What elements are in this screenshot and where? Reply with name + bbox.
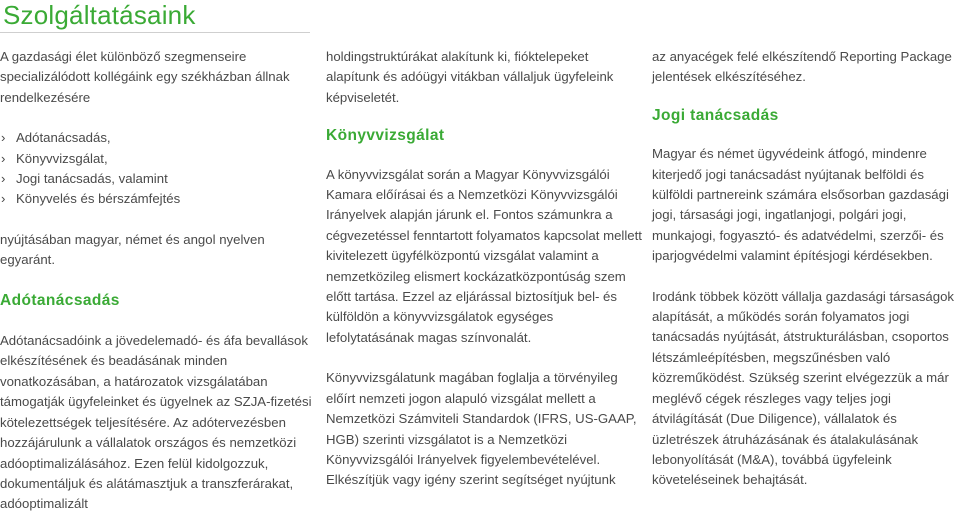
chevron-right-icon: › — [1, 130, 6, 146]
column-2 — [326, 47, 642, 491]
chevron-right-icon: › — [1, 150, 6, 166]
audit-paragraph-2-part1: Könyvvizsgálatunk magában foglalja a törvényileg előírt nemzeti jogon alapuló vizsgálat mellett a Nemzetközi Számviteli Standardok (IFRS, US-GAAP, HGB) szerinti vizsgálatot is a Nemzetközi Könyvvizsgálói Irányelvek figyelembevételével. Elkészítjük vagy igény szerint segítséget nyújtunk — [326, 370, 637, 488]
tax-body-part1: Adótanácsadóink a jövedelemadó- és áfa bevallások elkészítésének és beadásának minden vonatkozásában, a határozatok vizsgálatában támogatják ügyfeleinket és ügyelnek az SZJA-fizetési kötelezettségek teljesítésére. Az adótervezésben hozzájárulunk a vállalatok országos és nemzetközi adóoptimalizálásához. Ezen felül kidolgozzuk, dokumentáljuk és alátámasztjuk a transzferárakat, adóoptimalizált — [0, 333, 312, 512]
chevron-right-icon: › — [1, 171, 6, 187]
list-item: › Adótanácsadás, — [0, 128, 312, 148]
legal-heading: Jogi tanácsadás — [652, 106, 779, 124]
chevron-right-icon: › — [1, 191, 6, 207]
legal-paragraph-2: Irodánk többek között vállalja gazdasági társaságok alapítását, a működés során folyamatos jogi tanácsadás nyújtását, átstrukturálásban, csoportos létszámleépítésben, megszűnésben való közreműködést. Szükség szerint elvégezzük a már meglévő cégek részleges vagy teljes jogi átvilágítását (Due Diligence), vállalatok és üzletrészek átruházásának és átalakulásának lebonyolítását (M&A), továbbá ügyfeleink követeléseinek behajtását. — [652, 288, 955, 488]
column-1 — [0, 47, 312, 515]
list-item: › Jogi tanácsadás, valamint — [0, 169, 312, 189]
intro-after-text: nyújtásában magyar, német és angol nyelven egyaránt. — [0, 231, 265, 268]
tax-body-part2: holdingstruktúrákat alakítunk ki, fióktelepeket alapítunk és adóügyi vitákban vállaljuk ügyfeleink képviseletét. — [326, 49, 614, 105]
audit-heading: Könyvvizsgálat — [326, 127, 445, 145]
list-item: › Könyvvizsgálat, — [0, 149, 312, 169]
audit-paragraph-2-part2: az anyacégek felé elkészítendő Reporting Package jelentések elkészítéséhez. — [652, 49, 952, 85]
audit-paragraph-1: A könyvvizsgálat során a Magyar Könyvvizsgálói Kamara előírásai és a Nemzetközi Könyvvizsgálói Irányelvek alapján járunk el. Fontos számunkra a cégvezetéssel fenntartott folyamatos kapcsolat mellett kivitelezett ügyfélközpontú vizsgálat valamint a nemzetközileg elismert kockázatközpontúság szem előtt tartása. Ezzel az eljárással biztosítjuk bel- és külföldön a könyvvizsgálatok egységes lefolytatásának magas színvonalát. — [326, 166, 642, 345]
tax-heading: Adótanácsadás — [0, 291, 120, 309]
list-item: › Könyvelés és bérszámfejtés — [0, 189, 312, 209]
column-3 — [652, 47, 960, 491]
legal-paragraph-1: Magyar és német ügyvédeink átfogó, mindenre kiterjedő jogi tanácsadást nyújtanak belföldi és külföldi partnereink számára elsősorban gazdasági jogi, társasági jogi, ingatlanjogi, polgári jogi, munkajogi, fogyasztó- és adatvédelmi, szerzői- és iparjogvédelmi valamint építésjogi kérdésekben. — [652, 146, 949, 264]
page-title: Szolgáltatásaink — [3, 0, 196, 30]
services-list — [0, 128, 312, 210]
title-divider — [0, 32, 310, 33]
intro-text: A gazdasági élet különböző szegmenseire specializálódott kollégáink egy székházban állnak rendelkezésére — [0, 49, 290, 105]
